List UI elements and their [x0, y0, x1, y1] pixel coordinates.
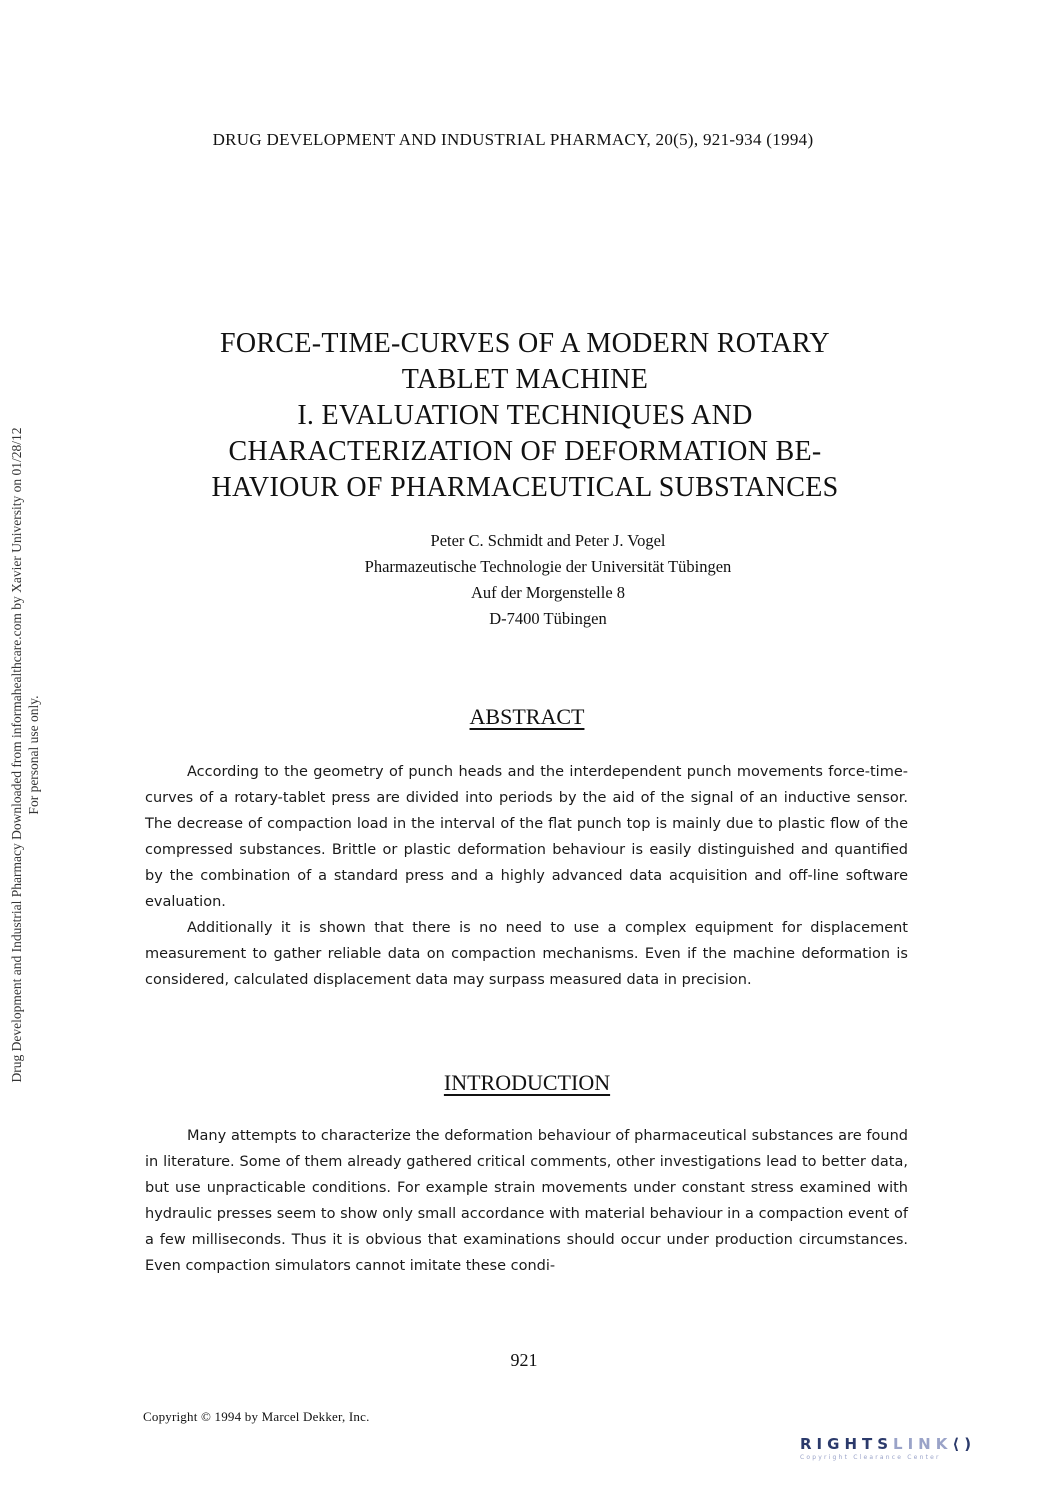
author-city: D-7400 Tübingen	[489, 609, 607, 628]
title-line: TABLET MACHINE	[401, 364, 649, 395]
abstract-body	[145, 759, 908, 993]
introduction-body	[145, 1123, 908, 1279]
title-line: FORCE-TIME-CURVES OF A MODERN ROTARY	[220, 328, 830, 359]
article-title	[0, 326, 1050, 506]
journal-header: DRUG DEVELOPMENT AND INDUSTRIAL PHARMACY, 20(5), 921-934 (1994)	[212, 130, 814, 149]
author-street: Auf der Morgenstelle 8	[470, 583, 626, 602]
rightslink-word-rights: RIGHTS	[800, 1435, 894, 1453]
abstract-paragraph: Additionally it is shown that there is no need to use a complex equipment for displacement measurement to gather reliable data on compaction mechanisms. Even if the machine deformation is considered, calculated displacement data may surpass measured data in precision.	[145, 920, 908, 988]
author-affiliation: Pharmazeutische Technologie der Universität Tübingen	[364, 557, 732, 576]
page-number: 921	[510, 1350, 538, 1370]
watermark-line-1: Drug Development and Industrial Pharmacy Downloaded from informahealthcare.com by Xavier University on 01/28/12	[9, 427, 24, 1083]
watermark-line-2: For personal use only.	[26, 695, 41, 815]
rightslink-subtitle: Copyright Clearance Center	[800, 1454, 941, 1461]
copyright-notice: Copyright © 1994 by Marcel Dekker, Inc.	[143, 1409, 370, 1424]
abstract-heading: ABSTRACT	[469, 704, 585, 729]
introduction-heading: INTRODUCTION	[443, 1070, 611, 1095]
author-block	[0, 528, 1050, 632]
title-line: CHARACTERIZATION OF DEFORMATION BE-	[228, 436, 822, 467]
abstract-paragraph: According to the geometry of punch heads and the interdependent punch movements force-time-curves of a rotary-tablet press are divided into periods by the aid of the signal of an inductive sensor. The decrease of compaction load in the interval of the flat punch top is mainly due to plastic flow of the compressed substances. Brittle or plastic deformation behaviour is easily distinguished and quantified by the combination of a standard press and a highly advanced data acquisition and off-line software evaluation.	[145, 764, 908, 910]
author-names: Peter C. Schmidt and Peter J. Vogel	[430, 531, 666, 550]
rightslink-arrow-icon: ⟨)	[952, 1435, 977, 1453]
rightslink-logo[interactable]	[800, 1435, 1032, 1461]
rightslink-word-link: LINK	[893, 1435, 953, 1453]
title-line: HAVIOUR OF PHARMACEUTICAL SUBSTANCES	[211, 472, 839, 503]
introduction-paragraph: Many attempts to characterize the deformation behaviour of pharmaceutical substances are found in literature. Some of them already gathered critical comments, other investigations lead to better data, but use unpracticable conditions. For example strain movements under constant stress examined with hydraulic presses seem to show only small accordance with material behaviour in a compaction event of a few milliseconds. Thus it is obvious that examinations should occur under production circumstances. Even compaction simulators cannot imitate these condi-	[145, 1128, 908, 1274]
title-line: I. EVALUATION TECHNIQUES AND	[297, 400, 753, 431]
